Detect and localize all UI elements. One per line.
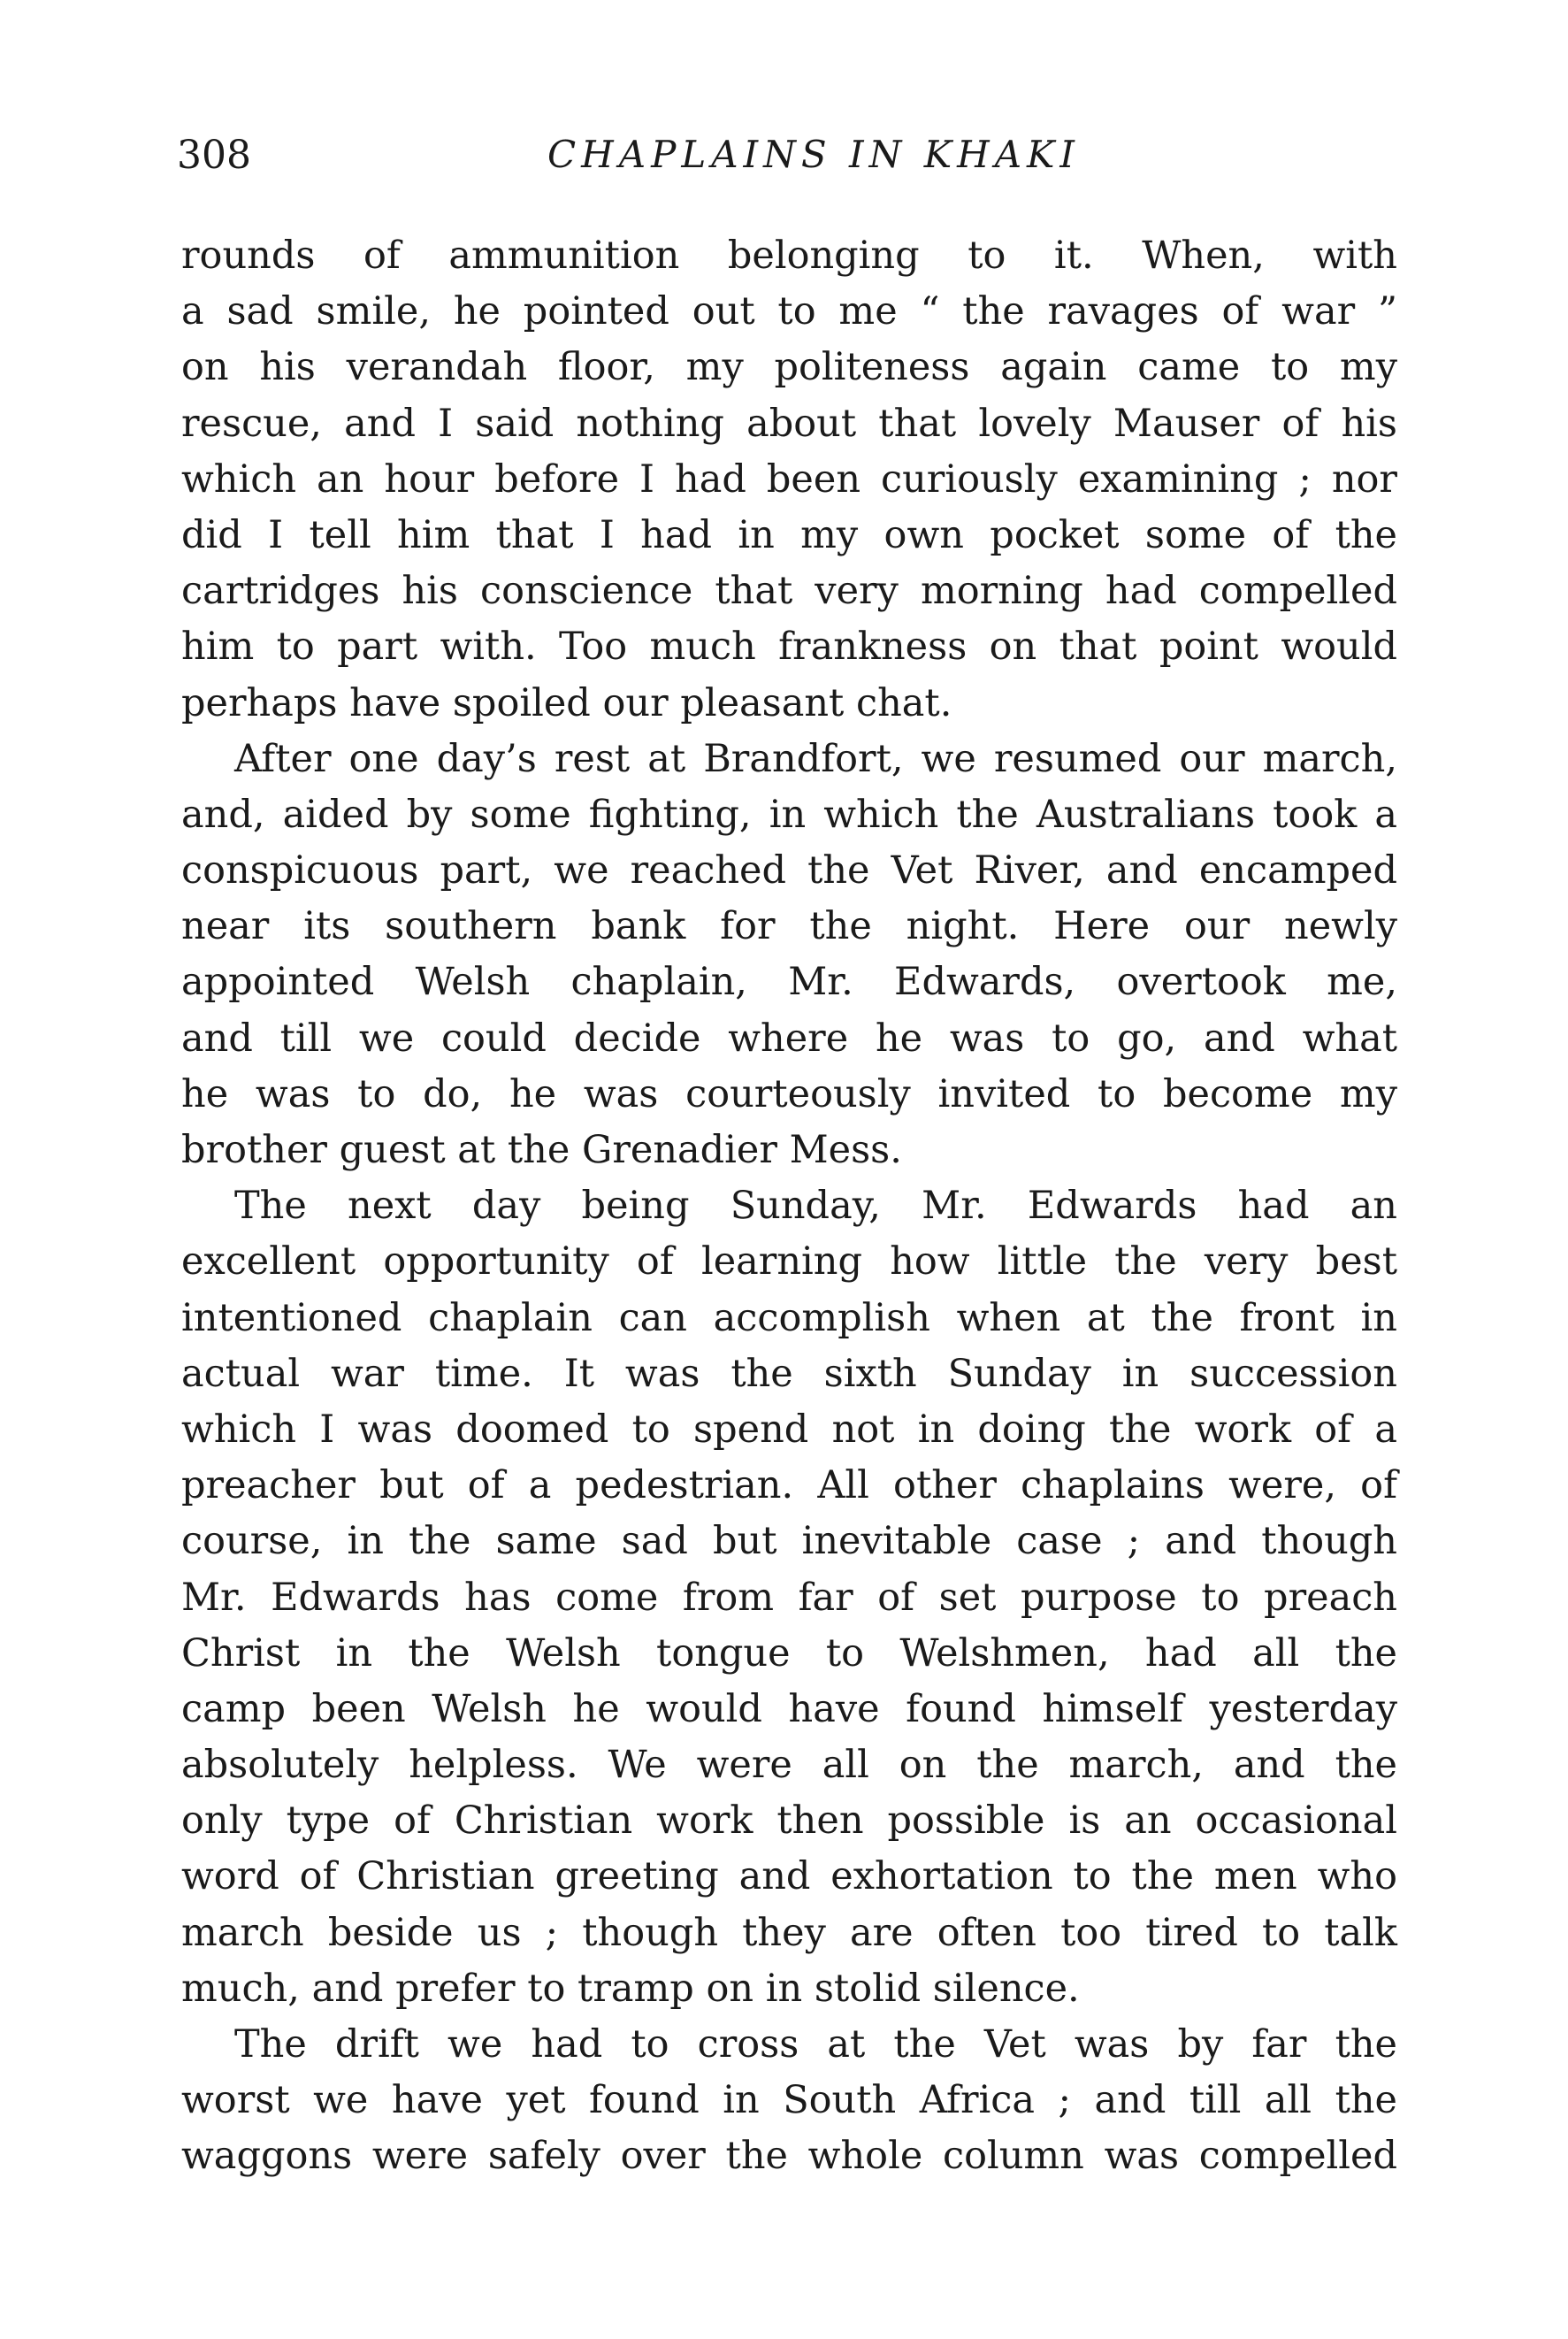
text-line: near its southern bank for the night. Here our newly: [181, 904, 1397, 949]
text-line: cartridges his conscience that very morning had compelled: [181, 569, 1397, 614]
paragraph-1: [181, 228, 1397, 732]
text-body: [181, 228, 1397, 2185]
text-line: did I tell him that I had in my own pocket some of the: [181, 512, 1397, 557]
text-line: intentioned chaplain can accomplish when at the front in: [181, 1295, 1397, 1340]
text-line: conspicuous part, we reached the Vet River, and encamped: [181, 848, 1397, 893]
text-line: march beside us ; though they are often too tired to talk: [181, 1910, 1397, 1955]
text-line: rescue, and I said nothing about that lovely Mauser of his: [181, 401, 1397, 446]
text-line: brother guest at the Grenadier Mess.: [181, 1128, 902, 1172]
text-line: only type of Christian work then possible is an occasional: [181, 1798, 1397, 1844]
text-line: preacher but of a pedestrian. All other chaplains were, of: [181, 1463, 1397, 1508]
text-line: The drift we had to cross at the Vet was by far the: [234, 2022, 1397, 2067]
text-line: a sad smile, he pointed out to me “ the ravages of war ”: [181, 289, 1397, 334]
text-line: camp been Welsh he would have found himself yesterday: [181, 1686, 1397, 1731]
text-line: actual war time. It was the sixth Sunday in succession: [181, 1351, 1397, 1396]
text-line: word of Christian greeting and exhortation to the men who: [181, 1854, 1397, 1899]
text-line: worst we have yet found in South Africa ; and till all the: [181, 2078, 1397, 2123]
text-line: and till we could decide where he was to go, and what: [181, 1016, 1397, 1061]
text-line: him to part with. Too much frankness on that point would: [181, 625, 1397, 670]
text-line: excellent opportunity of learning how little the very best: [181, 1239, 1397, 1285]
text-line: The next day being Sunday, Mr. Edwards had an: [234, 1184, 1397, 1229]
text-line: Mr. Edwards has come from far of set purpose to preach: [181, 1575, 1397, 1620]
text-line: which I was doomed to spend not in doing the work of a: [181, 1407, 1397, 1452]
paragraph-3: [181, 1178, 1397, 2017]
paragraph-2: [181, 732, 1397, 1179]
text-line: perhaps have spoiled our pleasant chat.: [181, 680, 952, 725]
text-line: waggons were safely over the whole column was compelled: [181, 2134, 1397, 2179]
running-title: CHAPLAINS IN KHAKI: [547, 133, 1081, 176]
text-line: rounds of ammunition belonging to it. When, with: [181, 234, 1397, 278]
text-line: course, in the same sad but inevitable case ; and though: [181, 1519, 1397, 1564]
paragraph-4: [181, 2017, 1397, 2185]
page-header: [177, 133, 1397, 203]
text-line: which an hour before I had been curiously examining ; nor: [181, 456, 1397, 502]
text-line: After one day’s rest at Brandfort, we resumed our march,: [234, 736, 1397, 781]
text-line: Christ in the Welsh tongue to Welshmen, had all the: [181, 1630, 1397, 1676]
text-line: appointed Welsh chaplain, Mr. Edwards, overtook me,: [181, 960, 1397, 1005]
page-number: 308: [177, 133, 251, 178]
text-line: on his verandah floor, my politeness again came to my: [181, 345, 1397, 390]
text-line: and, aided by some fighting, in which the Australians took a: [181, 792, 1397, 837]
text-line: much, and prefer to tramp on in stolid silence.: [181, 1966, 1080, 2011]
text-line: absolutely helpless. We were all on the march, and the: [181, 1743, 1397, 1788]
text-line: he was to do, he was courteously invited to become my: [181, 1071, 1397, 1116]
